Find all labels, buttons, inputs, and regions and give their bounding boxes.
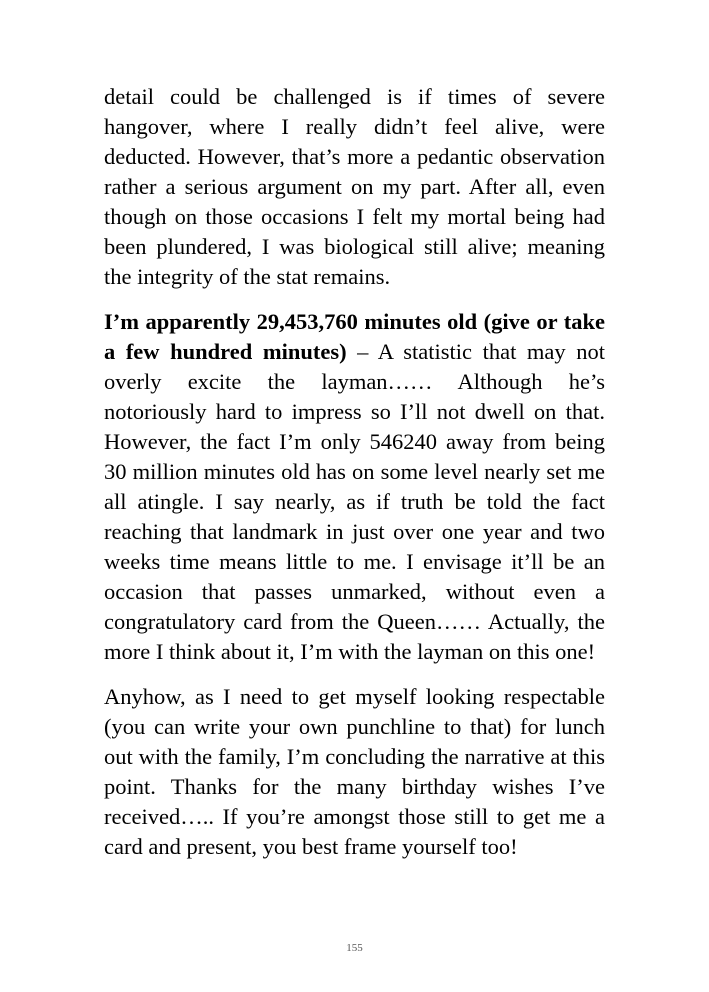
paragraph-bold-lead: I’m apparently 29,453,760 minutes old (give or take a few hundred minutes) <box>104 309 605 364</box>
paragraph-conclusion <box>104 682 605 862</box>
paragraph-hangover <box>104 82 605 292</box>
page-body <box>104 82 605 877</box>
paragraph-minutes-old <box>104 307 605 667</box>
paragraph-text: detail could be challenged is if times of severe hangover, where I really didn’t feel alive, were deducted. However, that’s more a pedantic observation rather a serious argument on my part. After all, even though on those occasions I felt my mortal being had been plundered, I was biological still alive; meaning the integrity of the stat remains. <box>104 84 605 289</box>
page-number: 155 <box>346 942 363 954</box>
paragraph-text: Anyhow, as I need to get myself looking respectable (you can write your own punchline to that) for lunch out with the family, I’m concluding the narrative at this point. Thanks for the many birthday wishes I’ve received….. If you’re amongst those still to get me a card and present, you best frame yourself too! <box>104 684 605 859</box>
paragraph-text: – A statistic that may not overly excite the layman…… Although he’s notoriously hard to impress so I’ll not dwell on that. However, the fact I’m only 546240 away from being 30 million minutes old has on some level nearly set me all atingle. I say nearly, as if truth be told the fact reaching that landmark in just over one year and two weeks time means little to me. I envisage it’ll be an occasion that passes unmarked, without even a congratulatory card from the Queen…… Actually, the more I think about it, I’m with the layman on this one! <box>104 339 605 664</box>
